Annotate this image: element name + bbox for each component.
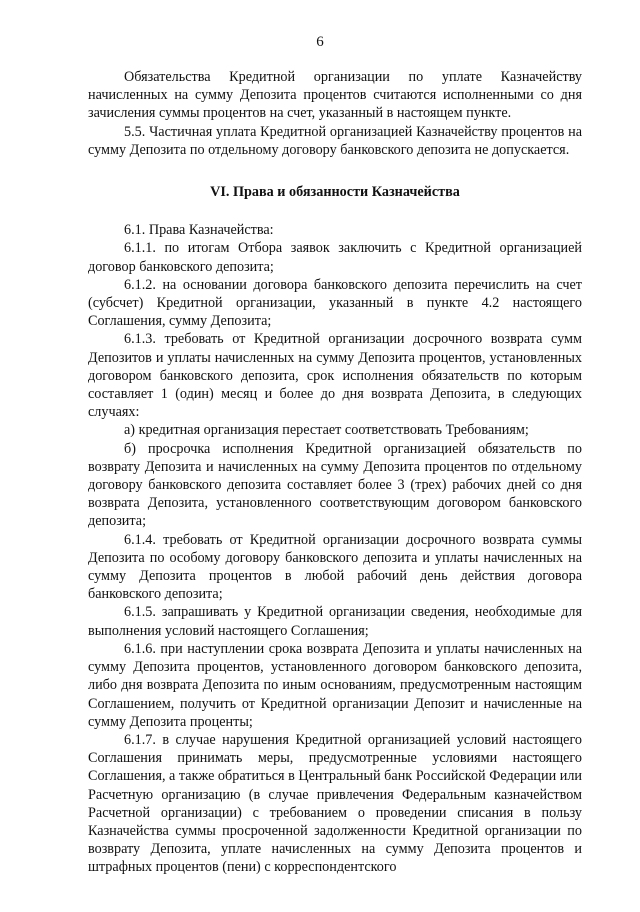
clause-6-1-6: 6.1.6. при наступлении срока возврата Депозита и уплаты начисленных на сумму Депозита процентов, установленного договором банковского депозита, либо дня возврата Депозита по иным основаниям, предусмотренным настоящим Соглашением, получить от Кредитной организации Депозит и начисленные на сумму Депозита проценты; — [88, 640, 582, 730]
paragraph: 5.5. Частичная уплата Кредитной организацией Казначейству процентов на сумму Депозита по отдельному договору банковского депозита не допускается. — [88, 123, 582, 158]
clause-6-1-5: 6.1.5. запрашивать у Кредитной организации сведения, необходимые для выполнения условий настоящего Соглашения; — [88, 604, 582, 639]
clause-6-1: 6.1. Права Казначейства: — [124, 222, 274, 239]
paragraph: Обязательства Кредитной организации по уплате Казначейству начисленных на сумму Депозита процентов считаются исполненными со дня зачисления суммы процентов на счет, указанный в настоящем пункте. — [88, 69, 582, 122]
clause-6-1-4: 6.1.4. требовать от Кредитной организации досрочного возврата суммы Депозита по особому договору банковского депозита и уплаты начисленных на сумму Депозита процентов в любой рабочий день действия договора банковского депозита; — [88, 531, 582, 603]
clause-6-1-3: 6.1.3. требовать от Кредитной организации досрочного возврата сумм Депозитов и уплаты начисленных на сумму Депозита процентов, установленных договором банковского депозита, срок исполнения обязательств по которым составляет 1 (один) месяц и более до дня возврата Депозита, в следующих случаях: — [88, 331, 582, 421]
clause-6-1-3-a: а) кредитная организация перестает соответствовать Требованиям; — [124, 422, 529, 439]
clause-6-1-1: 6.1.1. по итогам Отбора заявок заключить с Кредитной организацией договор банковского депозита; — [88, 240, 582, 275]
clause-6-1-2: 6.1.2. на основании договора банковского депозита перечислить на счет (субсчет) Кредитной организации, указанный в пункте 4.2 настоящего Соглашения, сумму Депозита; — [88, 276, 582, 330]
clause-6-1-3-b: б) просрочка исполнения Кредитной организацией обязательств по возврату Депозита и начисленных на сумму Депозита процентов по отдельному договору банковского депозита составляет более 3 (трех) рабочих дней со дня возврата Депозита, установленного соответствующим договором банковского депозита; — [88, 440, 582, 530]
clause-6-1-7: 6.1.7. в случае нарушения Кредитной организацией условий настоящего Соглашения принимать меры, предусмотренные условиями настоящего Соглашения, а также обратиться в Центральный банк Российской Федерации или Расчетную организацию (в случае привлечения Федеральным казначейством Расчетной организации) с требованием о проведении списания в пользу Казначейства суммы просроченной задолженности Кредитной организации по возврату Депозита, уплате начисленных на сумму Депозита процентов и штрафных процентов (пени) с корреспондентского — [88, 731, 583, 876]
document-body — [88, 68, 582, 877]
page-number: 6 — [316, 34, 324, 50]
section-heading: VI. Права и обязанности Казначейства — [210, 184, 460, 201]
